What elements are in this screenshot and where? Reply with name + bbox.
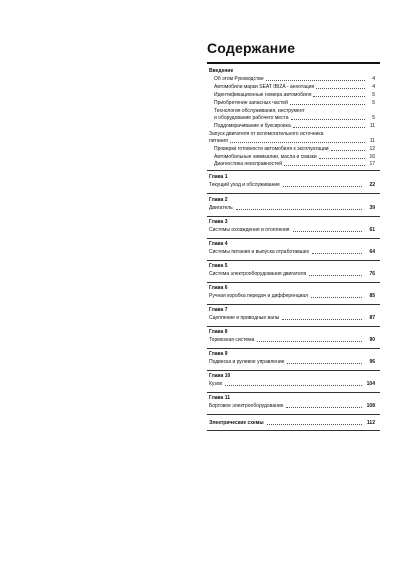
toc-entry-line1: Запуск двигателя от вспомогательного источника [209, 131, 324, 137]
chapter-page: 90 [369, 337, 375, 343]
toc-entry-text: Автомобильные химикалии, масла и смазки [214, 154, 317, 160]
leader-dots [293, 126, 365, 128]
chapter-title: Сцепление и приводные валы [209, 315, 280, 321]
leader-dots [282, 318, 362, 320]
chapter-page: 104 [366, 381, 375, 387]
chapter-title: Кузов [209, 381, 223, 387]
toc-entry-text: и оборудование рабочего места [214, 115, 289, 121]
toc-entry-text: Диагностика неисправностей [214, 161, 282, 167]
toc-entry[interactable] [214, 154, 375, 160]
chapter-separator [207, 414, 380, 415]
leader-dots [267, 423, 362, 425]
toc-entry-page: 5 [372, 100, 375, 106]
chapter-label: Глава 5 [209, 263, 228, 269]
chapter-entry[interactable] [209, 227, 375, 233]
toc-entry-line1: Технология обслуживания, инструмент [214, 108, 305, 114]
toc-entry-text: Идентификационные номера автомобиля [214, 92, 312, 98]
leader-dots [286, 406, 362, 408]
chapter-label: Глава 3 [209, 219, 228, 225]
chapter-page: 64 [369, 249, 375, 255]
chapter-entry[interactable] [209, 249, 375, 255]
chapter-label: Глава 11 [209, 395, 231, 401]
leader-dots [266, 79, 365, 81]
chapter-entry[interactable] [209, 403, 375, 409]
bottom-rule [207, 430, 380, 431]
chapter-title: Ручная коробка передач и дифференциал [209, 293, 309, 299]
chapter-title: Текущий уход и обслуживание [209, 182, 280, 188]
toc-entry-text: Проверки готовности автомобиля к эксплуатации [214, 146, 329, 152]
chapter-label: Глава 4 [209, 241, 228, 247]
toc-entry-text: Автомобили марки SEAT IBIZA - аннотация [214, 84, 315, 90]
leader-dots [312, 252, 362, 254]
leader-dots [283, 185, 362, 187]
chapter-separator [207, 392, 380, 393]
chapter-entry[interactable] [209, 293, 375, 299]
chapter-separator [207, 326, 380, 327]
leader-dots [236, 208, 362, 210]
toc-entry[interactable] [214, 115, 375, 121]
chapter-title: Система электрооборудования двигателя [209, 271, 307, 277]
toc-entry[interactable] [214, 123, 375, 129]
chapter-label: Глава 6 [209, 285, 228, 291]
intro-heading: Введение [209, 68, 234, 74]
chapter-separator [207, 238, 380, 239]
chapter-title: Двигатель [209, 205, 233, 211]
toc-entry-page: 11 [369, 138, 375, 144]
chapter-page: 39 [369, 205, 375, 211]
toc-entry-text: Приобретение запасных частей [214, 100, 288, 106]
toc-entry-page: 5 [372, 92, 375, 98]
chapter-label: Глава 2 [209, 197, 228, 203]
chapter-separator [207, 170, 380, 171]
leader-dots [291, 118, 365, 120]
chapter-separator [207, 282, 380, 283]
chapter-page: 85 [369, 293, 375, 299]
leader-dots [293, 230, 363, 232]
leader-dots [287, 362, 362, 364]
toc-entry-page: 4 [372, 76, 375, 82]
leader-dots [284, 164, 365, 166]
leader-dots [313, 95, 365, 97]
chapter-title: Подвеска и рулевое управление [209, 359, 285, 365]
title-rule [207, 62, 380, 64]
chapter-title: Тормозная система [209, 337, 255, 343]
chapter-entry[interactable] [209, 315, 375, 321]
chapter-separator [207, 370, 380, 371]
leader-dots [257, 340, 362, 342]
chapter-title: Системы питания и выпуска отработавших [209, 249, 310, 255]
chapter-separator [207, 260, 380, 261]
leader-dots [230, 141, 365, 143]
toc-entry[interactable] [214, 92, 375, 98]
chapter-page: 22 [369, 182, 375, 188]
schemes-page: 112 [366, 420, 375, 426]
leader-dots [319, 157, 365, 159]
toc-entry[interactable] [214, 161, 375, 167]
toc-entry[interactable] [214, 146, 375, 152]
chapter-title: Системы охлаждения и отопления [209, 227, 290, 233]
toc-entry-text: Об этом Руководстве [214, 76, 264, 82]
chapter-label: Глава 8 [209, 329, 228, 335]
chapter-label: Глава 10 [209, 373, 231, 379]
toc-entry[interactable] [214, 84, 375, 90]
chapter-separator [207, 193, 380, 194]
toc-entry[interactable] [214, 100, 375, 106]
chapter-page: 87 [369, 315, 375, 321]
chapter-entry[interactable] [209, 182, 375, 188]
toc-entry-page: 5 [372, 115, 375, 121]
chapter-separator [207, 348, 380, 349]
toc-entry-page: 4 [372, 84, 375, 90]
chapter-entry[interactable] [209, 337, 375, 343]
schemes-title: Электрические схемы [209, 420, 264, 426]
toc-entry-text: Поддомкрачивание и буксировка [214, 123, 291, 129]
leader-dots [290, 103, 365, 105]
chapter-label: Глава 1 [209, 174, 228, 180]
chapter-page: 108 [366, 403, 375, 409]
toc-entry-text: питания [209, 138, 228, 144]
leader-dots [225, 384, 362, 386]
leader-dots [331, 149, 365, 151]
chapter-page: 61 [369, 227, 375, 233]
toc-entry[interactable] [214, 76, 375, 82]
chapter-entry[interactable] [209, 359, 375, 365]
chapter-entry[interactable] [209, 271, 375, 277]
chapter-entry[interactable] [209, 381, 375, 387]
chapter-separator [207, 304, 380, 305]
chapter-page: 76 [369, 271, 375, 277]
toc-entry-page: 16 [369, 154, 375, 160]
toc-entry-page: 12 [369, 146, 375, 152]
chapter-separator [207, 216, 380, 217]
schemes-entry[interactable] [209, 420, 375, 426]
toc-entry-page: 17 [369, 161, 375, 167]
leader-dots [316, 87, 365, 89]
chapter-title: Бортовое электрооборудование [209, 403, 284, 409]
leader-dots [309, 274, 362, 276]
chapter-label: Глава 9 [209, 351, 228, 357]
chapter-entry[interactable] [209, 205, 375, 211]
chapter-page: 96 [369, 359, 375, 365]
leader-dots [311, 296, 362, 298]
chapter-label: Глава 7 [209, 307, 228, 313]
page-title: Содержание [207, 40, 296, 56]
toc-entry-page: 11 [369, 123, 375, 129]
toc-entry[interactable] [209, 138, 375, 144]
